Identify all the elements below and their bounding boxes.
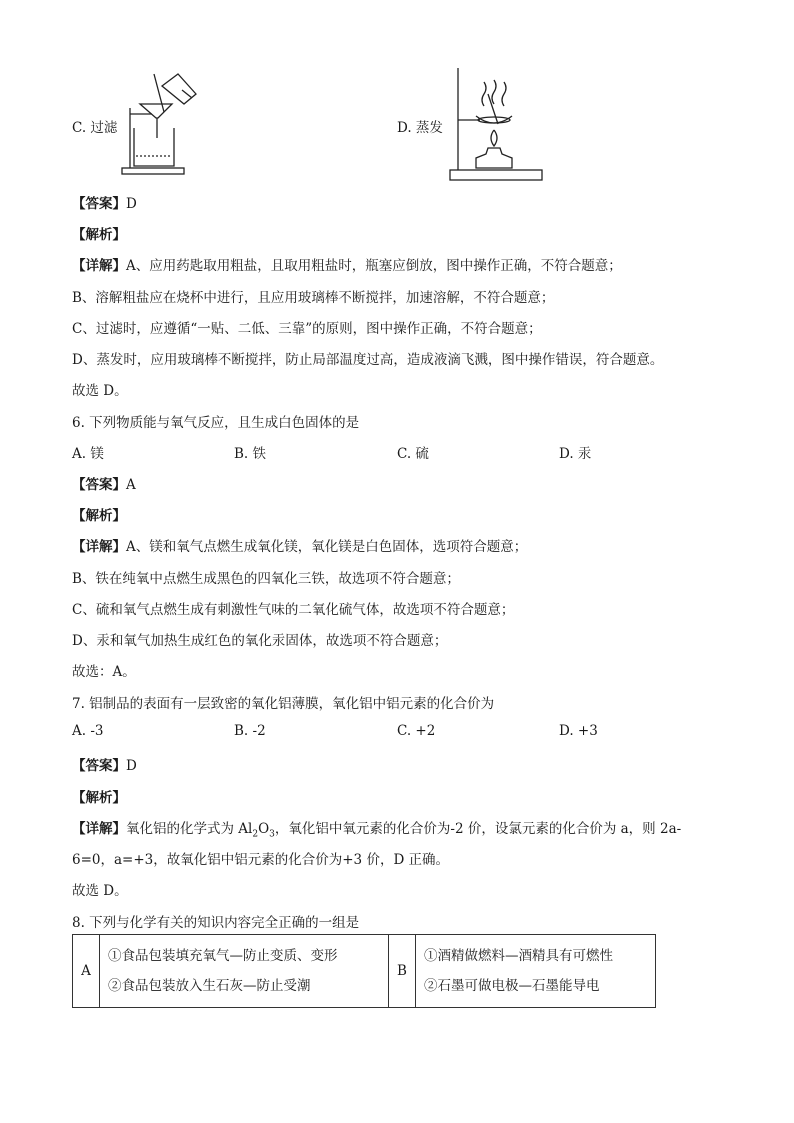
q5-detail-line-a (72, 254, 622, 274)
q7-stem: 7. 铝制品的表面有一层致密的氧化铝薄膜，氧化铝中铝元素的化合价为 (72, 696, 495, 712)
q5-answer (72, 192, 137, 212)
q7-analysis-tag: 【解析】 (72, 790, 126, 806)
q8-stem: 8. 下列与化学有关的知识内容完全正确的一组是 (72, 915, 360, 931)
detail-tag: 【详解】 (72, 539, 126, 555)
q7-conclusion: 故选 D。 (72, 883, 128, 899)
q5-analysis-tag: 【解析】 (72, 227, 126, 243)
detail-tag: 【详解】 (72, 821, 126, 837)
detail-text-suffix: ，氧化铝中氧元素的化合价为-2 价，设氯元素的化合价为 a，则 2a- (274, 821, 682, 837)
option-b-content (416, 935, 656, 1008)
q6-stem: 6. 下列物质能与氧气反应，且生成白色固体的是 (72, 415, 360, 431)
evaporation-apparatus-figure (444, 66, 544, 184)
answer-value: A (126, 477, 136, 493)
q7-option-a: A. -3 (72, 723, 104, 739)
q7-detail-line-a (72, 817, 681, 840)
detail-text-prefix: 氧化铝的化学式为 Al (126, 821, 253, 837)
q6-answer (72, 473, 136, 493)
subscript: 3 (269, 829, 275, 840)
q6-option-c: C. 硫 (397, 446, 429, 462)
q6-detail-line-a (72, 535, 527, 555)
q5-detail-line-d: D、蒸发时，应用玻璃棒不断搅拌，防止局部温度过高，造成液滴飞溅，图中操作错误，符合题意。 (72, 352, 664, 368)
q6-option-d: D. 汞 (559, 446, 592, 462)
subscript: 2 (252, 829, 259, 840)
q5-option-d-label: D. 蒸发 (397, 120, 443, 136)
option-a-line-1: ①食品包装填充氧气—防止变质、变形 (108, 948, 338, 964)
option-a-key: A (73, 935, 100, 1008)
q6-detail-line-b: B、铁在纯氧中点燃生成黑色的四氧化三铁，故选项不符合题意； (72, 571, 460, 587)
q7-answer (72, 754, 137, 774)
q5-option-c-label: C. 过滤 (72, 120, 118, 136)
detail-tag: 【详解】 (72, 258, 126, 274)
q5-conclusion: 故选 D。 (72, 383, 128, 399)
option-b-key: B (389, 935, 416, 1008)
q7-option-b: B. -2 (234, 723, 266, 739)
answer-value: D (126, 196, 137, 212)
filtration-apparatus-figure (118, 68, 208, 178)
detail-text: A、应用药匙取用粗盐，且取用粗盐时，瓶塞应倒放，图中操作正确，不符合题意； (126, 258, 622, 274)
q8-options-table (72, 934, 656, 1008)
answer-value: D (126, 758, 137, 774)
q6-detail-line-c: C、硫和氧气点燃生成有刺激性气味的二氧化硫气体，故选项不符合题意； (72, 602, 515, 618)
q6-option-b: B. 铁 (234, 446, 267, 462)
answer-tag: 【答案】 (72, 477, 126, 493)
detail-text-mid: O (258, 821, 270, 837)
option-b-line-2: ②石墨可做电极—石墨能导电 (424, 978, 600, 994)
answer-tag: 【答案】 (72, 758, 126, 774)
q7-detail-line-b: 6=0，a=+3，故氧化铝中铝元素的化合价为+3 价，D 正确。 (72, 852, 450, 868)
q5-detail-line-c: C、过滤时，应遵循“一贴、二低、三靠”的原则，图中操作正确，不符合题意； (72, 321, 542, 337)
q5-detail-line-b: B、溶解粗盐应在烧杯中进行，且应用玻璃棒不断搅拌，加速溶解，不符合题意； (72, 290, 555, 306)
q6-analysis-tag: 【解析】 (72, 508, 126, 524)
option-a-line-2: ②食品包装放入生石灰—防止受潮 (108, 978, 311, 994)
q7-option-c: C. +2 (397, 723, 436, 739)
option-a-content (100, 935, 389, 1008)
table-row (73, 935, 656, 1008)
q6-option-a: A. 镁 (72, 446, 104, 462)
q6-detail-line-d: D、汞和氧气加热生成红色的氧化汞固体，故选项不符合题意； (72, 633, 448, 649)
q7-option-d: D. +3 (559, 723, 598, 739)
detail-text: A、镁和氧气点燃生成氧化镁，氧化镁是白色固体，选项符合题意； (126, 539, 528, 555)
q6-conclusion: 故选：A。 (72, 664, 136, 680)
answer-tag: 【答案】 (72, 196, 126, 212)
option-b-line-1: ①酒精做燃料—酒精具有可燃性 (424, 948, 613, 964)
